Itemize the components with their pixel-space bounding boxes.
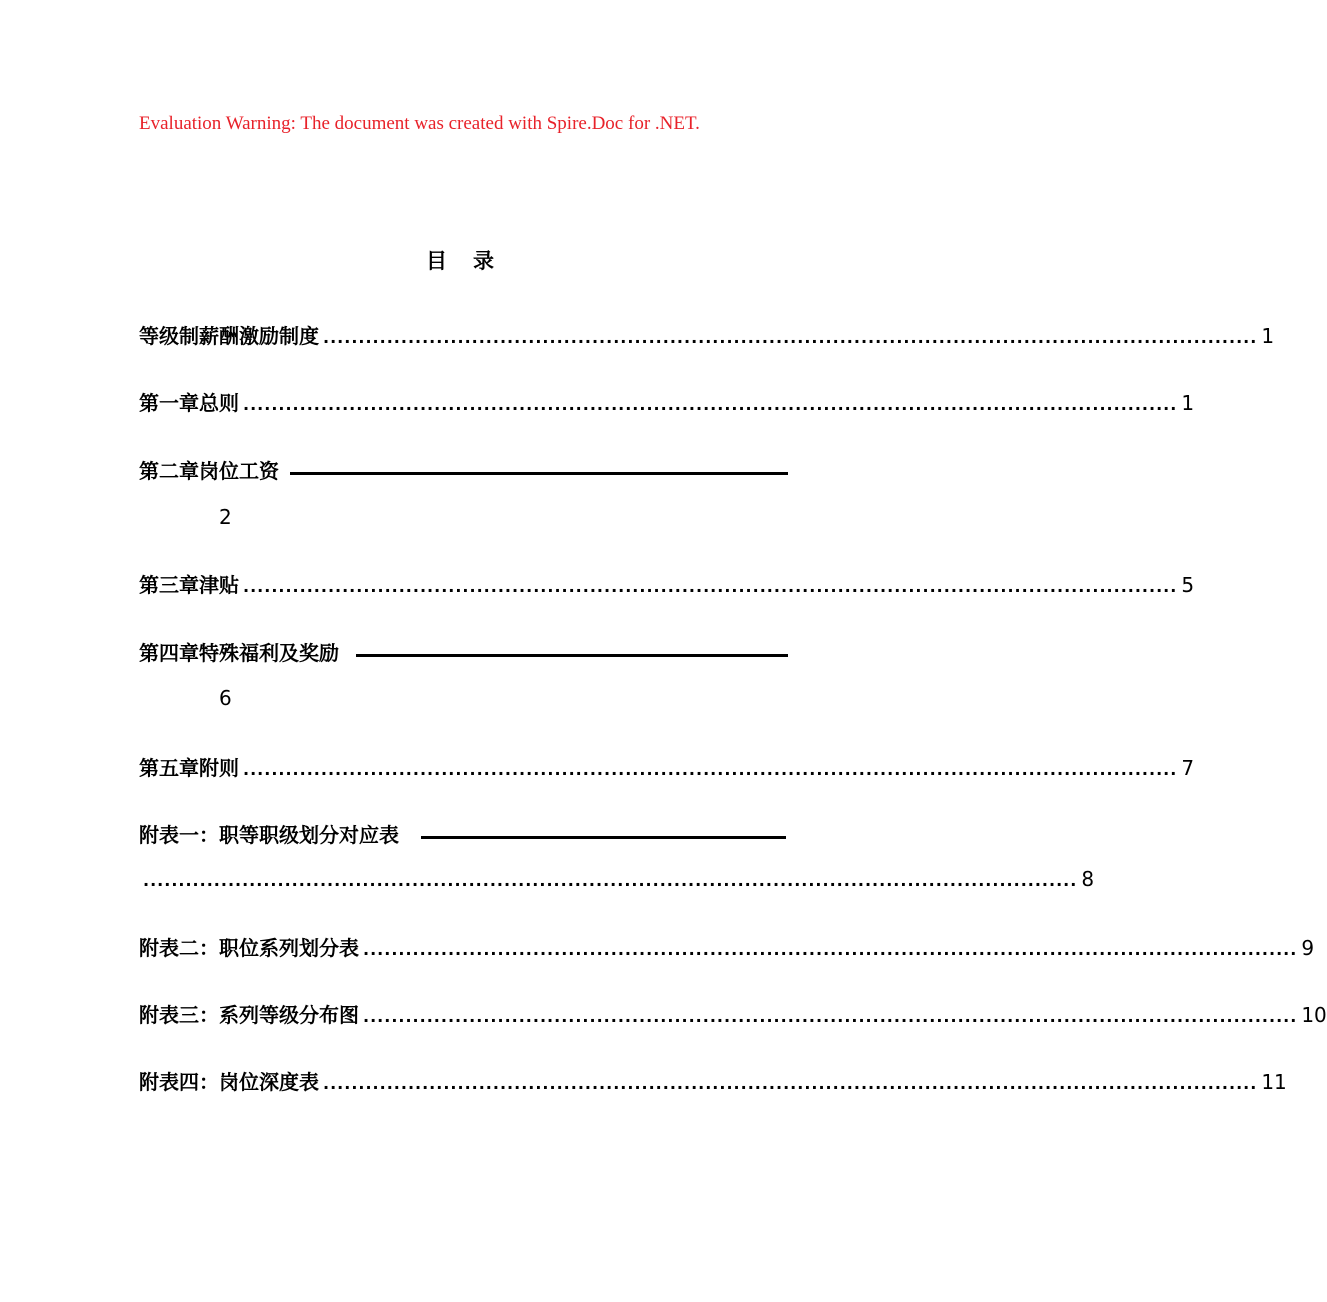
toc-entry[interactable]: [139, 320, 1275, 350]
toc-entry[interactable]: [139, 387, 1195, 417]
toc-title-right: 录: [473, 248, 494, 273]
toc-entry-page: 7: [1181, 756, 1195, 780]
toc-entry-page: 6: [219, 686, 232, 710]
toc-entry-rule: [290, 472, 788, 475]
toc-entry-leader: ....................................................................................................................................: [243, 395, 1178, 414]
toc-entry-label: 第三章津贴: [139, 573, 239, 597]
toc-entry-rule: [356, 654, 788, 657]
toc-entry[interactable]: [139, 569, 1195, 599]
toc-entry-leader: ....................................................................................................................................: [243, 760, 1178, 779]
toc-entry-page: 10: [1301, 1003, 1327, 1027]
toc-entry-page: 5: [1181, 573, 1195, 597]
toc-entry-label: 第四章特殊福利及奖励: [139, 641, 339, 665]
toc-entry-rule: [421, 836, 786, 839]
toc-entry-label: 第二章岗位工资: [139, 459, 279, 483]
toc-entry-leader: ....................................................................................................................................: [143, 871, 1078, 890]
toc-entry[interactable]: [139, 752, 1195, 782]
toc-entry-label: 等级制薪酬激励制度: [139, 324, 319, 348]
toc-entry-page: 9: [1301, 936, 1315, 960]
toc-entry-page: 1: [1181, 391, 1195, 415]
toc-entry-leader: ....................................................................................................................................: [363, 940, 1298, 959]
toc-entry[interactable]: [139, 819, 399, 848]
toc-entry-continuation: [143, 867, 1095, 897]
toc-entry-leader: ....................................................................................................................................: [363, 1007, 1298, 1026]
toc-entry[interactable]: [139, 455, 279, 484]
toc-entry[interactable]: [139, 637, 339, 666]
toc-entry[interactable]: [139, 932, 1315, 962]
toc-entry-leader: ....................................................................................................................................: [323, 1074, 1258, 1093]
toc-entry-page: 2: [219, 505, 232, 529]
toc-entry-label: 附表四：岗位深度表: [139, 1070, 319, 1094]
toc-entry-label: 附表三：系列等级分布图: [139, 1003, 359, 1027]
toc-entry[interactable]: [139, 999, 1327, 1029]
toc-entry-label: 附表一：职等职级划分对应表: [139, 823, 399, 847]
toc-entry-label: 第一章总则: [139, 391, 239, 415]
toc-entry[interactable]: [139, 1066, 1287, 1096]
toc-entry-label: 附表二：职位系列划分表: [139, 936, 359, 960]
toc-entry-leader: ....................................................................................................................................: [323, 328, 1258, 347]
toc-entry-page: 1: [1261, 324, 1275, 348]
toc-entry-page: 8: [1081, 867, 1095, 891]
toc-entry-leader: ....................................................................................................................................: [243, 577, 1178, 596]
toc-title-left: 目: [426, 248, 447, 273]
toc-entry-page: 11: [1261, 1070, 1287, 1094]
toc-title: [426, 245, 494, 275]
toc-entry-label: 第五章附则: [139, 756, 239, 780]
evaluation-warning: Evaluation Warning: The document was created with Spire.Doc for .NET.: [139, 113, 700, 134]
